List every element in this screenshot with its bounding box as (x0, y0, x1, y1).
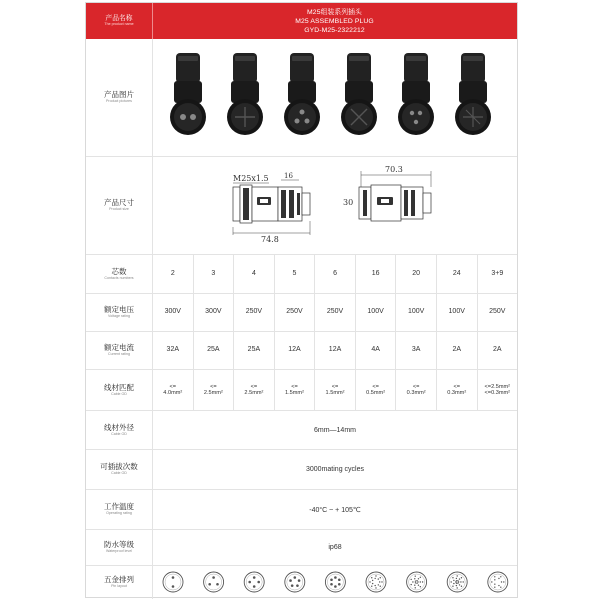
cores-cell: 6 (314, 255, 355, 293)
header-label-cell (86, 3, 153, 39)
cores-values (152, 255, 517, 293)
pin-layout-diagram (163, 572, 183, 592)
ip-label-en: Waterproof level (105, 549, 133, 554)
pin-layout-diagram (366, 572, 386, 592)
cable-cell-line: <= (453, 383, 460, 390)
cores-label-en: Contacts numbers (104, 275, 134, 280)
current-cell: 25A (193, 332, 234, 369)
cable-cell-line: 0.3mm² (447, 390, 467, 396)
ip-row (86, 530, 517, 566)
cores-cell: 3+9 (477, 255, 518, 293)
plug-photo (341, 53, 377, 135)
voltage-label: 额定电压 (104, 305, 134, 315)
cable-cell (355, 370, 396, 410)
current-cell: 32A (166, 346, 180, 354)
current-cell: 25A (233, 332, 274, 369)
mating-label-en: Cable OD (111, 471, 127, 476)
cable-cell-line: <= (331, 383, 339, 390)
cable-label: 线材匹配 (104, 382, 134, 392)
current-label-cell (86, 332, 152, 369)
ip-value: ip68 (328, 544, 342, 551)
voltage-label-en: Voltage rating (108, 314, 130, 319)
header-label-en: The product name (104, 22, 134, 27)
cable-row (86, 370, 517, 411)
cores-cell: 3 (193, 255, 234, 293)
current-values (152, 332, 517, 369)
size-row (86, 157, 517, 255)
cores-row (86, 255, 517, 294)
title-cn: M25组装系列插头 (307, 8, 362, 16)
cable-cell (314, 370, 355, 410)
temp-row (86, 490, 517, 530)
voltage-cell: 250V (314, 294, 355, 331)
current-label: 额定电流 (104, 343, 134, 353)
cable_od-label: 线材外径 (104, 422, 134, 432)
voltage-cell: 250V (274, 294, 315, 331)
pictures-label: 产品图片 (104, 90, 134, 100)
header-label: 产品名称 (105, 14, 133, 22)
plug-photo (284, 53, 320, 135)
current-label-en: Current rating (108, 352, 130, 357)
header-row (86, 3, 517, 39)
cable_od-value: 6mm—14mm (313, 426, 356, 434)
cable-cell-line: 0.3mm² (406, 390, 426, 396)
cores-cell: 2 (170, 269, 175, 277)
voltage-cell: 100V (355, 294, 396, 331)
pictures-label-cell (86, 39, 152, 156)
mating-label-cell (86, 450, 152, 489)
voltage-row (86, 294, 517, 332)
temp-value-cell (152, 490, 517, 529)
ip-label-cell (86, 530, 152, 565)
size-drawings (152, 157, 517, 254)
pin-layout-diagram (447, 572, 467, 592)
header-title-block (152, 3, 517, 39)
cores-cell: 20 (395, 255, 436, 293)
side-drawing-left (233, 172, 310, 244)
pictures-area (152, 39, 517, 156)
cable-cell-line: <= (412, 383, 420, 390)
cable-cell-line: 2.5mm² (203, 390, 223, 396)
current-cell: 3A (395, 332, 436, 369)
plug-photos (153, 39, 519, 156)
cores-cell: 16 (355, 255, 396, 293)
mating-label: 可插拔次数 (100, 462, 138, 472)
voltage-cell: 250V (233, 294, 274, 331)
cable-cell (274, 370, 315, 410)
model-number: GYD-M25-2322212 (304, 26, 365, 34)
voltage-cell: 300V (164, 308, 181, 316)
temp-label: 工作温度 (104, 502, 134, 512)
cores-cell: 4 (233, 255, 274, 293)
voltage-label-cell (86, 294, 152, 331)
overall-length-dimension: 74.8 (261, 235, 279, 244)
current-cell: 2A (477, 332, 518, 369)
cable-cell-line: <=2.5mm² (484, 383, 511, 390)
size-label-cell (86, 157, 152, 254)
plug-photo (170, 53, 206, 135)
cable_od-value-cell (152, 411, 517, 449)
diameter-dimension: 30 (343, 198, 354, 207)
cable-cell-line: 4.0mm² (163, 390, 183, 396)
current-cell: 2A (436, 332, 477, 369)
current-cell: 4A (355, 332, 396, 369)
current-cell: 12A (274, 332, 315, 369)
pin-layout-diagram (407, 572, 427, 592)
current-row (86, 332, 517, 370)
voltage-cell: 100V (436, 294, 477, 331)
cable-cell-line: 2.5mm² (244, 390, 264, 396)
cable-cell-line: <=0.3mm² (484, 390, 511, 396)
plug-photo (227, 53, 263, 135)
voltage-values (152, 294, 517, 331)
cable-cell-line: 1.5mm² (325, 390, 345, 396)
cable_od-label-cell (86, 411, 152, 449)
pin-layout-diagram (204, 572, 224, 592)
pinout-area (152, 566, 517, 599)
cable-cell (477, 370, 518, 410)
cores-cell: 24 (436, 255, 477, 293)
cores-label-cell (86, 255, 152, 293)
cable-cell-line: <= (372, 383, 379, 390)
pin-layout-diagram (488, 572, 508, 592)
title-en: M25 ASSEMBLED PLUG (295, 17, 374, 25)
pinout-label-en: Pin layout (111, 584, 127, 589)
mating-value: 3000mating cycles (306, 466, 364, 473)
ip-value-cell (152, 530, 517, 565)
cable-label-en: Cable OD (111, 391, 127, 396)
right-length-dimension: 70.3 (385, 165, 403, 174)
temp-label-en: Operating rating (106, 511, 132, 516)
thread-dimension: M25x1.5 (233, 174, 269, 183)
temp-value: -40°C ~ + 105℃ (309, 506, 361, 514)
cable-cell-line: <= (169, 383, 177, 390)
plug-photo (455, 53, 491, 135)
plug-photo (398, 53, 434, 135)
voltage-cell: 250V (477, 294, 518, 331)
cores-cell: 5 (274, 255, 315, 293)
nut-length-dimension: 16 (284, 172, 293, 180)
pictures-row (86, 39, 517, 157)
pinout-row (86, 566, 517, 599)
voltage-cell: 300V (193, 294, 234, 331)
cable_od-label-en: Cable OD (111, 431, 127, 436)
cores-label: 芯数 (111, 266, 127, 276)
size-label: 产品尺寸 (104, 198, 134, 208)
cable-cell-line: 0.5mm² (366, 390, 386, 396)
ip-label: 防水等级 (104, 540, 134, 550)
cable-cell (233, 370, 274, 410)
voltage-cell: 100V (395, 294, 436, 331)
mating-value-cell (152, 450, 517, 489)
pin-layout-diagram (285, 572, 305, 592)
cable-values (152, 370, 517, 410)
mating-row (86, 450, 517, 490)
cable-cell (395, 370, 436, 410)
cable-cell (436, 370, 477, 410)
cable-cell-line: <= (291, 383, 298, 390)
pin-layout-diagram (244, 572, 264, 592)
pin-layout-diagram (325, 572, 345, 592)
pinout-label: 五金排列 (104, 575, 134, 585)
cable-cell-line: 1.5mm² (284, 390, 304, 396)
pinout-label-cell (86, 566, 152, 599)
cable-cell (193, 370, 234, 410)
size-label-en: Product size (109, 207, 129, 212)
spec-sheet (85, 2, 518, 598)
pin-layout-diagrams (153, 566, 519, 598)
cable_od-row (86, 411, 517, 450)
cable-cell-line: <= (250, 383, 258, 390)
current-cell: 12A (314, 332, 355, 369)
cable-cell (153, 370, 193, 410)
cable-label-cell (86, 370, 152, 410)
cable-cell-line: <= (210, 383, 217, 390)
temp-label-cell (86, 490, 152, 529)
pictures-label-en: Product pictures (106, 99, 132, 104)
dimension-drawing (153, 157, 519, 254)
side-drawing-right (343, 165, 431, 221)
